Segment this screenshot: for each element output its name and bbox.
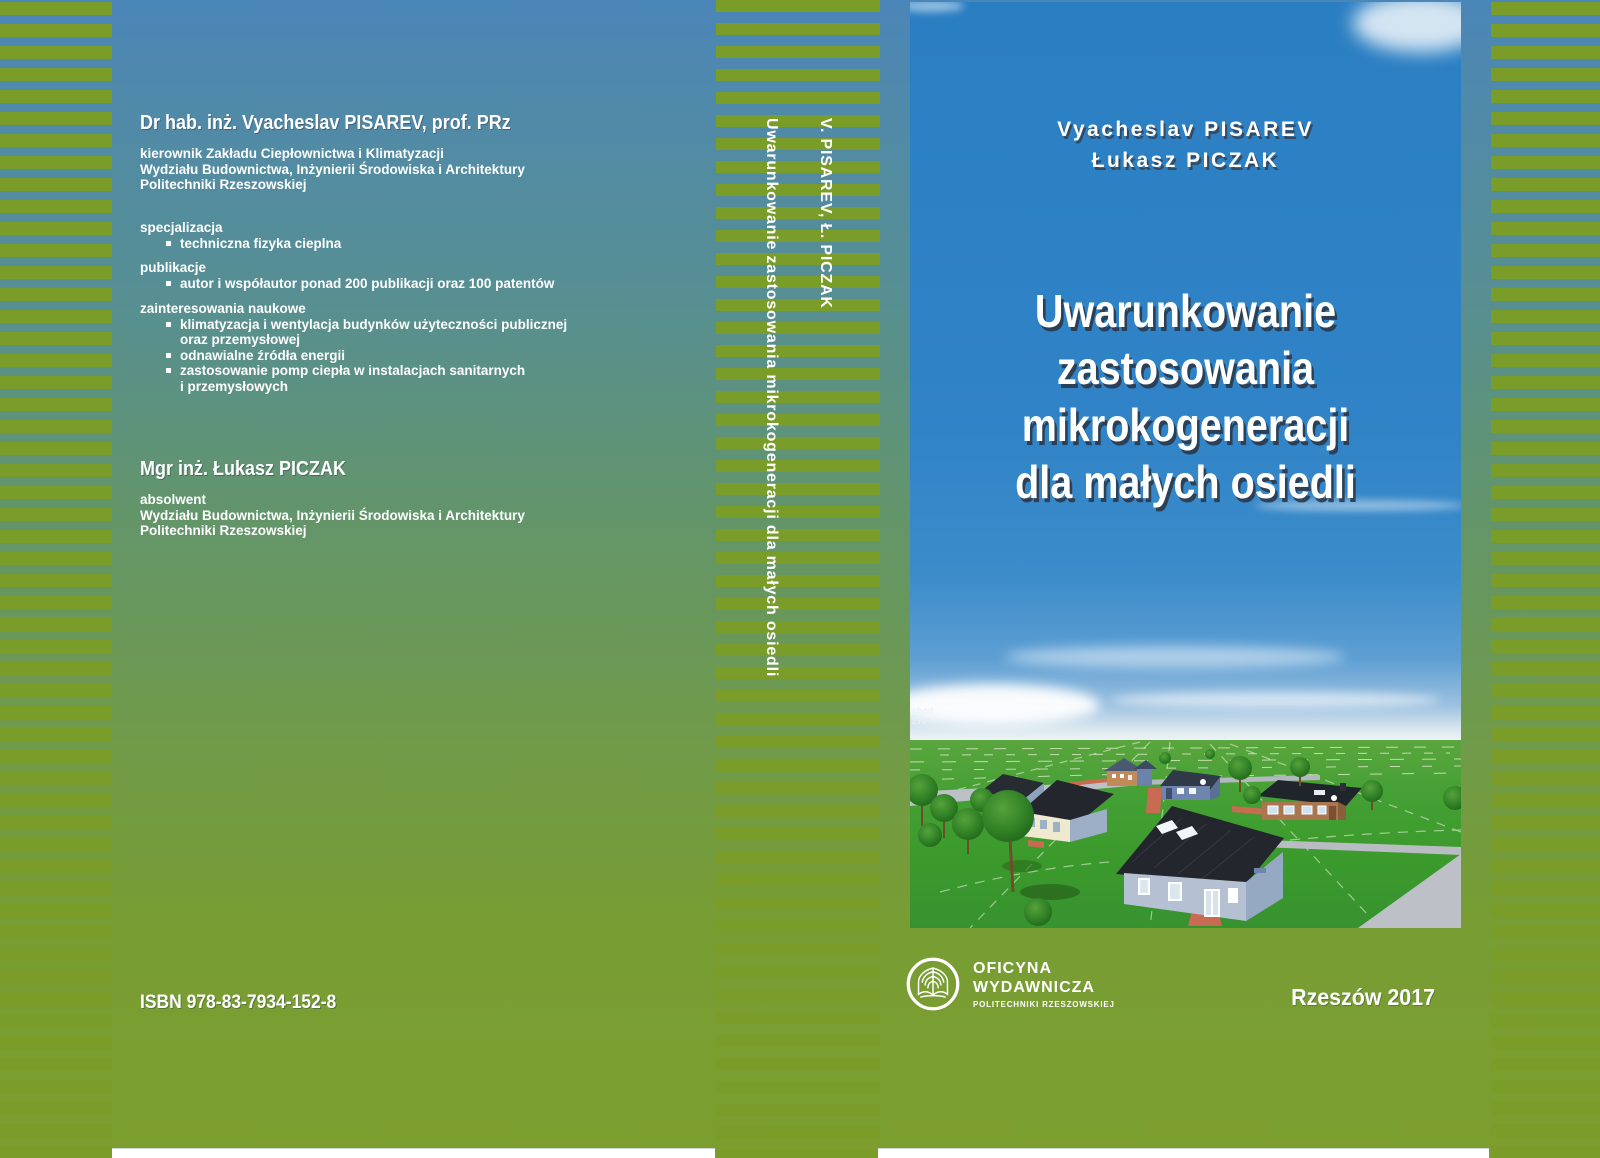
front-cover-authors (910, 114, 1461, 176)
bullet-square-icon (166, 241, 171, 246)
front-author1: Vyacheslav PISAREV (1057, 118, 1314, 141)
back-author1-bio-sections (140, 220, 640, 395)
compass-label: chód 270° (912, 706, 934, 726)
bio-section-publications (140, 260, 640, 292)
back-author2-name: Mgr inż. Łukasz PICZAK (140, 458, 347, 480)
bullet-square-icon (166, 281, 171, 286)
spine-text (762, 118, 834, 677)
page-bleed-strip (878, 1148, 1489, 1158)
section-item: autor i współautor ponad 200 publikacji oraz 100 patentów (140, 276, 640, 292)
affiliation-line: Politechniki Rzeszowskiej (140, 177, 307, 192)
section-item: zastosowanie pomp ciepła w instalacjach sanitarnych i przemysłowych (140, 363, 640, 394)
section-heading: publikacje (140, 260, 207, 275)
affiliation-line: Wydziału Budownictwa, Inżynierii Środowiska i Architektury (140, 507, 525, 523)
bullet-square-icon (166, 353, 171, 358)
isbn-number: ISBN 978-83-7934-152-8 (140, 992, 337, 1013)
back-author1-affiliation (140, 146, 640, 193)
section-heading: zainteresowania naukowe (140, 300, 306, 316)
section-item: techniczna fizyka cieplna (140, 236, 640, 252)
affiliation-line: Wydziału Budownictwa, Inżynierii Środowiska i Architektury (140, 161, 525, 177)
back-cover (140, 112, 640, 539)
spine-title: Uwarunkowanie zastosowania mikrokogeneracji dla małych osiedli (763, 118, 780, 678)
section-item: klimatyzacja i wentylacja budynków użyteczności publicznej oraz przemysłowej (140, 317, 640, 348)
decorative-stripes-left (0, 2, 112, 1158)
back-author1-name: Dr hab. inż. Vyacheslav PISAREV, prof. PRz (140, 112, 511, 134)
housing-estate-illustration (910, 740, 1461, 928)
publisher-logo-icon (905, 956, 961, 1012)
cloud (910, 684, 1100, 726)
decorative-stripes-right (1491, 2, 1600, 1158)
title-line: mikrokogeneracji (1021, 399, 1350, 451)
publisher-name: OFICYNA WYDAWNICZA POLITECHNIKI RZESZOWSKIEJ (973, 960, 1115, 1009)
cloud (1005, 646, 1345, 668)
cloud (910, 2, 964, 12)
front-cover (910, 2, 1461, 928)
spine-authors: V. PISAREV, Ł. PICZAK (817, 118, 834, 309)
affiliation-line: kierownik Zakładu Ciepłownictwa i Klimatyzacji (140, 146, 444, 161)
book-spine (716, 0, 880, 1158)
section-item: odnawialne źródła energii (140, 348, 640, 364)
page-bleed-strip (112, 1148, 715, 1158)
title-line: dla małych osiedli (1015, 456, 1356, 508)
front-cover-title (949, 283, 1423, 511)
affiliation-line: Politechniki Rzeszowskiej (140, 523, 307, 538)
section-heading: specjalizacja (140, 219, 223, 235)
publisher-block (905, 956, 1115, 1012)
imprint-place-year: Rzeszów 2017 (1291, 984, 1435, 1010)
title-line: zastosowania (1056, 342, 1315, 394)
cloud (1110, 692, 1440, 708)
bullet-square-icon (166, 368, 171, 373)
affiliation-line: absolwent (140, 492, 207, 507)
bullet-square-icon (166, 322, 171, 327)
front-author2: Łukasz PICZAK (1091, 149, 1280, 172)
bio-section-specialization (140, 220, 640, 252)
cloud (1353, 2, 1461, 52)
bio-section-interests (140, 301, 640, 395)
title-line: Uwarunkowanie (1034, 285, 1337, 337)
back-author2-affiliation (140, 492, 640, 539)
